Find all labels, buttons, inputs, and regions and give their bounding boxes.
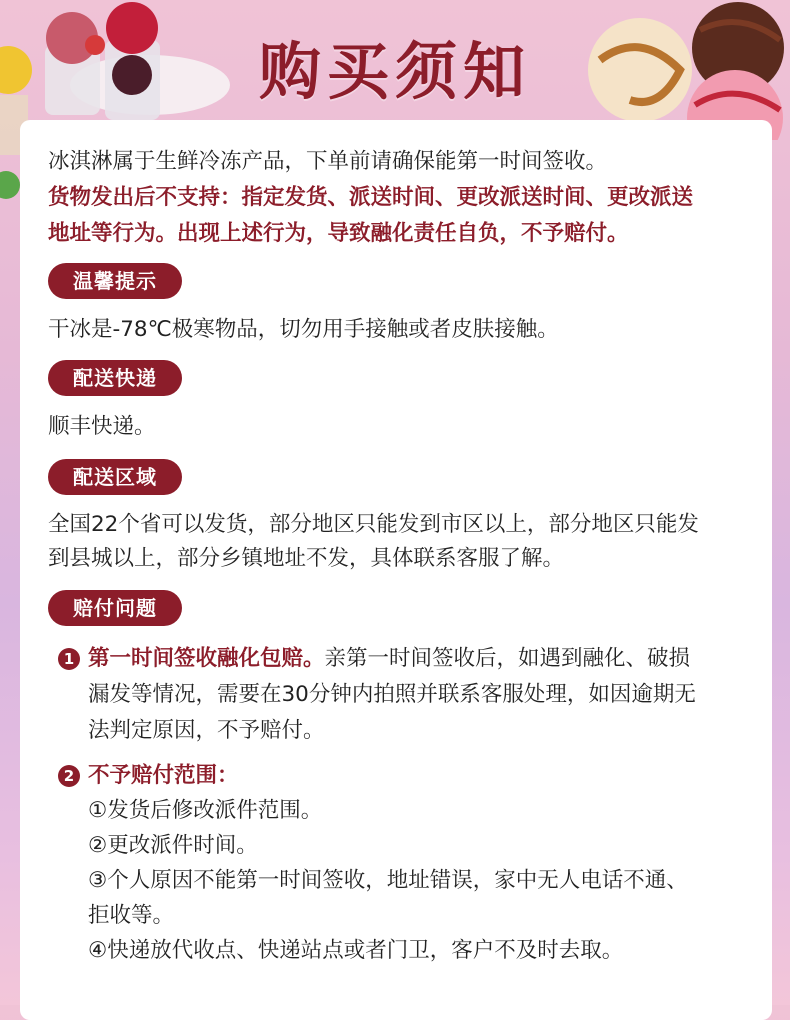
compensation-item-2-heading: 不予赔付范围：: [88, 763, 239, 788]
warning-line-2: 地址等行为。出现上述行为，导致融化责任自负，不予赔付。: [48, 221, 629, 246]
warning-line-1: 货物发出后不支持：指定发货、派送时间、更改派送时间、更改派送: [48, 185, 694, 210]
compensation-item-1-line-2: 漏发等情况，需要在30分钟内拍照并联系客服处理，如因逾期无: [88, 682, 696, 707]
section-label-compensation: 赔付问题: [48, 590, 182, 626]
compensation-item-1-heading: 第一时间签收融化包赔。: [88, 646, 325, 671]
number-badge-1: 1: [58, 648, 80, 670]
exclusion-item-3-cont: 拒收等。: [88, 903, 175, 928]
notice-card: [20, 120, 772, 1020]
area-line-1: 全国22个省可以发货，部分地区只能发到市区以上，部分地区只能发: [48, 512, 699, 537]
exclusion-item-3: ③个人原因不能第一时间签收，地址错误，家中无人电话不通、: [88, 868, 688, 893]
tips-text: 干冰是-78℃极寒物品，切勿用手接触或者皮肤接触。: [48, 317, 559, 342]
exclusion-item-2: ②更改派件时间。: [88, 833, 258, 858]
compensation-item-1-line-1: [88, 641, 690, 677]
compensation-item-1-text: 亲第一时间签收后，如遇到融化、破损: [324, 646, 691, 671]
number-badge-2: 2: [58, 765, 80, 787]
intro-text: 冰淇淋属于生鲜冷冻产品，下单前请确保能第一时间签收。: [48, 149, 608, 174]
exclusion-item-4: ④快递放代收点、快递站点或者门卫，客户不及时去取。: [88, 938, 624, 963]
express-text: 顺丰快递。: [48, 414, 156, 439]
exclusion-item-1: ①发货后修改派件范围。: [88, 798, 323, 823]
section-label-tips: 温馨提示: [48, 263, 182, 299]
section-label-area: 配送区域: [48, 459, 182, 495]
section-label-express: 配送快递: [48, 360, 182, 396]
page-title: 购买须知: [258, 35, 531, 108]
compensation-item-1-line-3: 法判定原因，不予赔付。: [88, 718, 325, 743]
area-line-2: 到县城以上，部分乡镇地址不发，具体联系客服了解。: [48, 546, 565, 571]
